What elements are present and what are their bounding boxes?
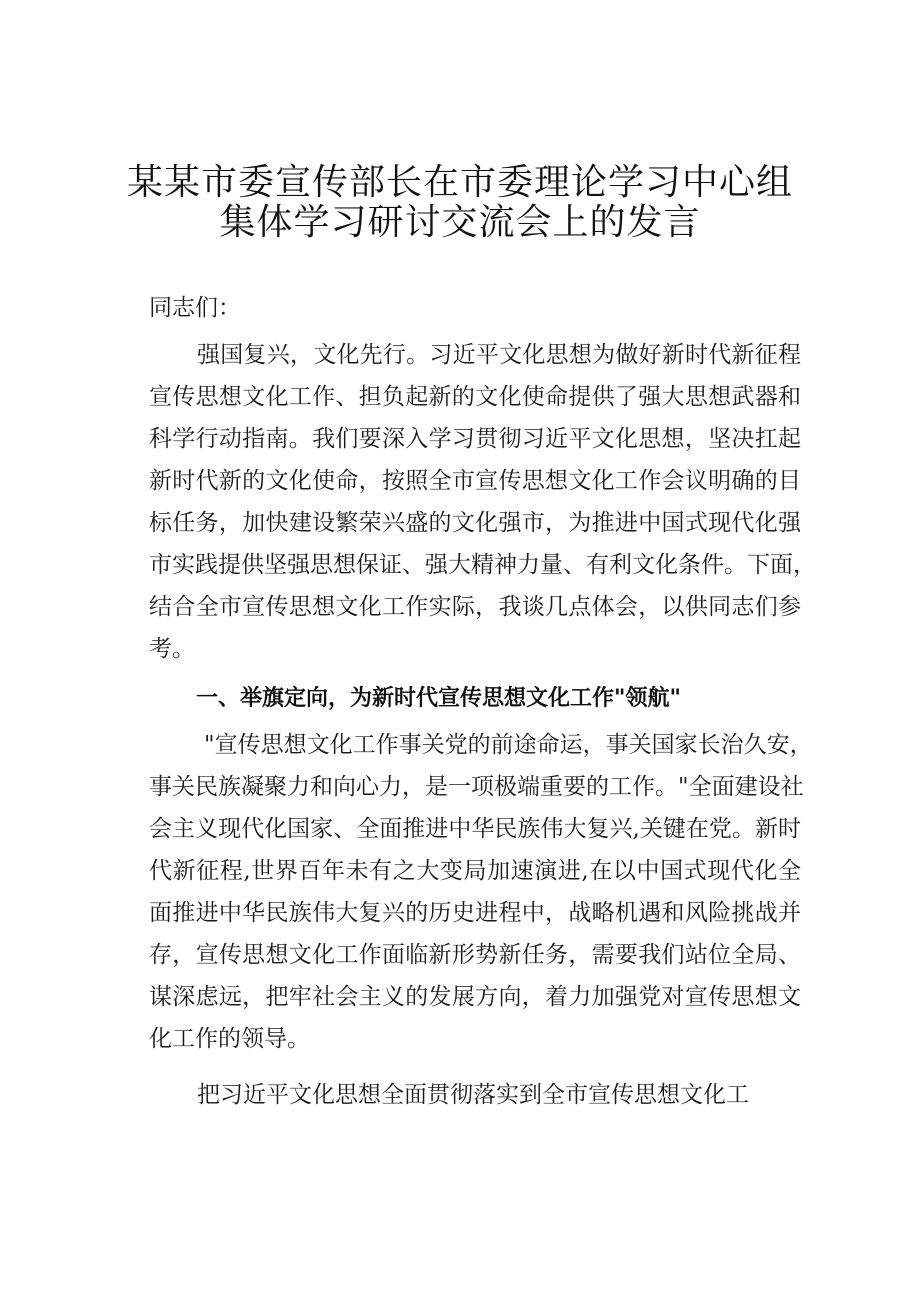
salutation: 同志们：: [149, 295, 241, 321]
paragraph-line: 谋深虑远，把牢社会主义的发展方向，着力加强党对宣传思想文: [149, 984, 801, 1010]
paragraph-line: 考。: [149, 636, 195, 662]
paragraph-line: 化工作的领导。: [149, 1026, 310, 1052]
paragraph-line: 面推进中华民族伟大复兴的历史进程中，战略机遇和风险挑战并: [149, 900, 801, 926]
paragraph-line: 把习近平文化思想全面贯彻落实到全市宣传思想文化工: [197, 1082, 749, 1108]
paragraph-line: 宣传思想文化工作、担负起新的文化使命提供了强大思想武器和: [149, 384, 801, 410]
paragraph-line: 科学行动指南。我们要深入学习贯彻习近平文化思想，坚决扛起: [149, 426, 801, 452]
paragraph-line: 新时代新的文化使命，按照全市宣传思想文化工作会议明确的目: [149, 468, 801, 494]
paragraph-line: 会主义现代化国家、全面推进中华民族伟大复兴,关键在党。新时: [149, 816, 801, 842]
section-heading-1: 一、举旗定向，为新时代宣传思想文化工作"领航": [196, 686, 681, 711]
document-title-line-2: 集体学习研讨交流会上的发言: [219, 202, 701, 243]
paragraph-line: 存，宣传思想文化工作面临新形势新任务，需要我们站位全局、: [149, 942, 801, 968]
paragraph-line: 标任务，加快建设繁荣兴盛的文化强市，为推进中国式现代化强: [149, 510, 801, 536]
paragraph-line: "宣传思想文化工作事关党的前途命运，事关国家长治久安，: [204, 732, 813, 758]
paragraph-line: 强国复兴，文化先行。习近平文化思想为做好新时代新征程: [197, 342, 801, 368]
paragraph-line: 结合全市宣传思想文化工作实际，我谈几点体会，以供同志们参: [149, 594, 801, 620]
document-title-line-1: 某某市委宣传部长在市委理论学习中心组: [126, 162, 793, 203]
paragraph-line: 事关民族凝聚力和向心力，是一项极端重要的工作。"全面建设社: [149, 774, 804, 800]
paragraph-line: 代新征程,世界百年未有之大变局加速演进,在以中国式现代化全: [149, 858, 801, 884]
paragraph-line: 市实践提供坚强思想保证、强大精神力量、有利文化条件。下面，: [149, 552, 816, 578]
